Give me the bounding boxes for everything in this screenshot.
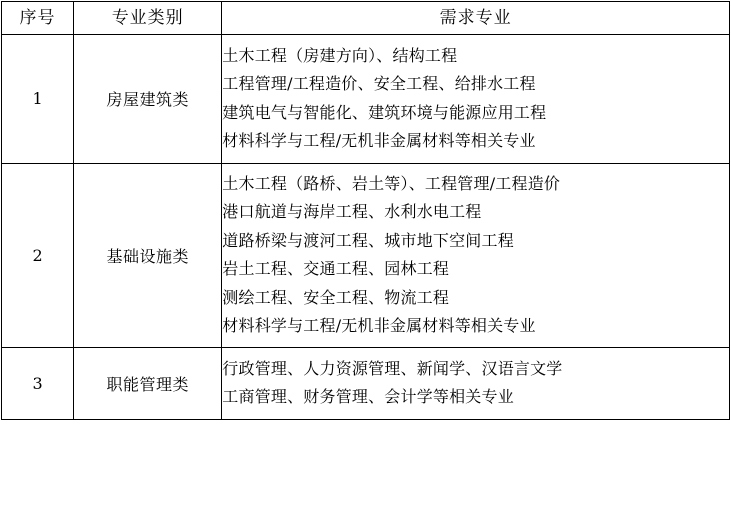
table-header-row xyxy=(2,2,730,35)
table-row xyxy=(2,347,730,419)
table-row xyxy=(2,35,730,164)
row-category: 房屋建筑类 xyxy=(74,35,222,164)
row-majors xyxy=(222,347,730,419)
major-line: 工商管理、财务管理、会计学等相关专业 xyxy=(222,387,514,407)
table-row xyxy=(2,163,730,347)
major-line: 土木工程（房建方向）、结构工程 xyxy=(222,46,458,65)
table-header xyxy=(2,2,730,35)
row-number: 3 xyxy=(2,347,74,419)
major-line: 工程管理/工程造价、安全工程、给排水工程 xyxy=(222,74,536,94)
major-line: 建筑电气与智能化、建筑环境与能源应用工程 xyxy=(222,102,547,122)
row-majors xyxy=(222,35,730,164)
major-line: 港口航道与海岸工程、水利水电工程 xyxy=(222,202,482,222)
major-line: 道路桥梁与渡河工程、城市地下空间工程 xyxy=(222,230,514,250)
majors-requirement-table xyxy=(1,1,730,420)
row-category: 基础设施类 xyxy=(74,163,222,347)
row-number: 2 xyxy=(2,163,74,347)
major-line: 材料科学与工程/无机非金属材料等相关专业 xyxy=(222,316,536,336)
major-line: 行政管理、人力资源管理、新闻学、汉语言文学 xyxy=(222,358,563,378)
table-body xyxy=(2,35,730,420)
column-header-majors: 需求专业 xyxy=(222,2,730,35)
row-number: 1 xyxy=(2,35,74,164)
row-majors xyxy=(222,163,730,347)
row-category: 职能管理类 xyxy=(74,347,222,419)
column-header-no: 序号 xyxy=(2,2,74,35)
column-header-category: 专业类别 xyxy=(74,2,222,35)
major-line: 岩土工程、交通工程、园林工程 xyxy=(222,259,450,279)
major-line: 材料科学与工程/无机非金属材料等相关专业 xyxy=(222,131,536,151)
major-line: 测绘工程、安全工程、物流工程 xyxy=(222,287,450,307)
major-line: 土木工程（路桥、岩土等）、工程管理/工程造价 xyxy=(222,173,561,193)
